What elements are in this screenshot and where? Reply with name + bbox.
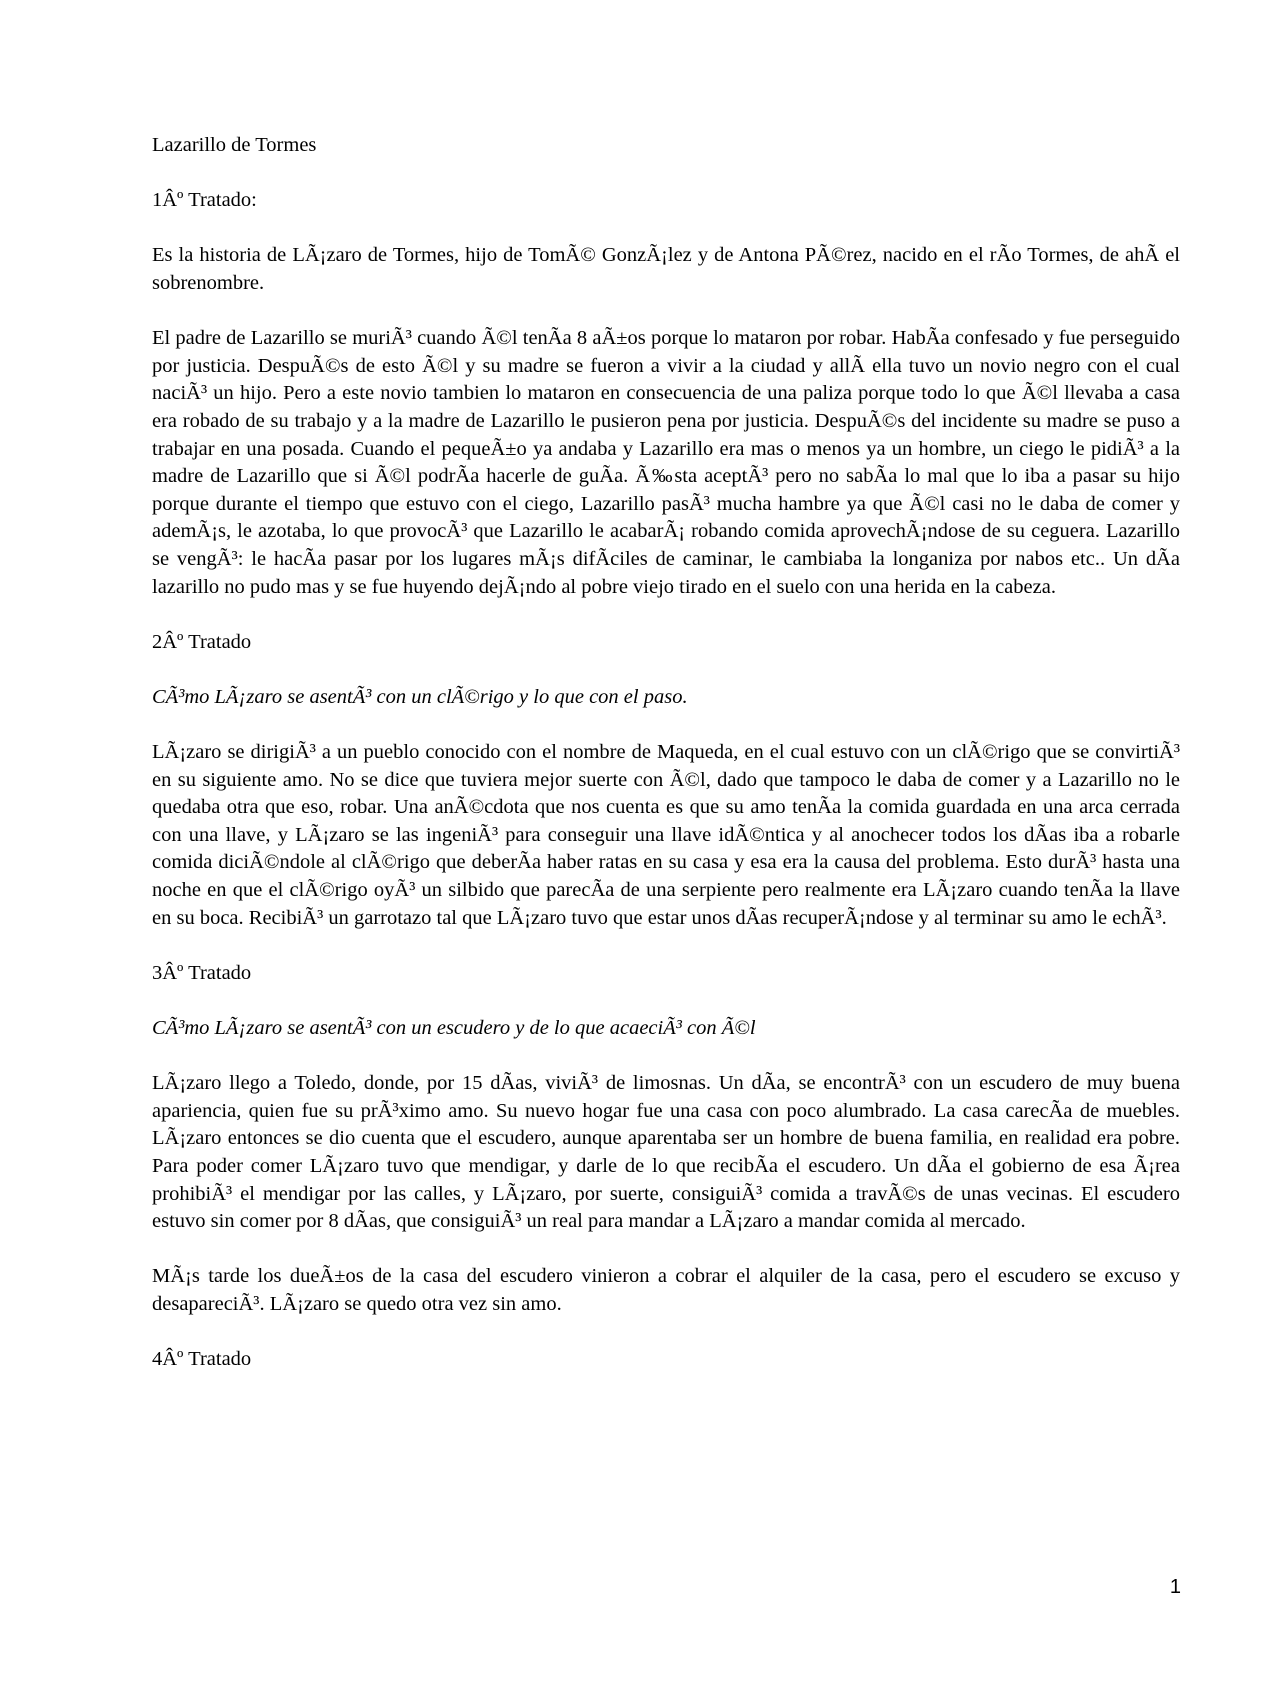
section-heading-4: 4Âº Tratado: [152, 1348, 252, 1371]
document-page: [152, 132, 1180, 1401]
page-number: 1: [1169, 1576, 1181, 1598]
section-heading-3: 3Âº Tratado: [152, 961, 252, 984]
section-subtitle-3: CÃ³mo LÃ¡zaro se asentÃ³ con un escudero y de lo que acaeciÃ³ con Ã©l: [152, 1017, 756, 1039]
paragraph: LÃ¡zaro se dirigiÃ³ a un pueblo conocido con el nombre de Maqueda, en el cual estuvo con un clÃ©rigo que se convirtiÃ³ en su siguiente amo. No se dice que tuviera mejor suerte con Ã©l, dado que tampoco le daba de comer y a Lazarillo no le quedaba otra que eso, robar. Una anÃ©cdota que nos cuenta es que su amo tenÃa la comida guardada en una arca cerrada con una llave, y LÃ¡zaro se las ingeniÃ³ para conseguir una llave idÃ©ntica y al anochecer todos los dÃas iba a robarle comida diciÃ©ndole al clÃ©rigo que deberÃa haber ratas en su casa y esa era la causa del problema. Esto durÃ³ hasta una noche en que el clÃ©rigo oyÃ³ un silbido que parecÃa de una serpiente pero realmente era LÃ¡zaro cuando tenÃa la llave en su boca. RecibiÃ³ un garrotazo tal que LÃ¡zaro tuvo que estar unos dÃas recuperÃ¡ndose y al terminar su amo le echÃ³.: [152, 741, 1180, 929]
paragraph: Es la historia de LÃ¡zaro de Tormes, hijo de TomÃ© GonzÃ¡lez y de Antona PÃ©rez, nacido en el rÃo Tormes, de ahÃ el sobrenombre.: [152, 244, 1180, 294]
section-heading-1: 1Âº Tratado:: [152, 189, 257, 212]
section-heading-2: 2Âº Tratado: [152, 630, 252, 653]
section-subtitle-2: CÃ³mo LÃ¡zaro se asentÃ³ con un clÃ©rigo y lo que con el paso.: [152, 685, 688, 708]
paragraph: LÃ¡zaro llego a Toledo, donde, por 15 dÃas, viviÃ³ de limosnas. Un dÃa, se encontrÃ³ con un escudero de muy buena apariencia, quien fue su prÃ³ximo amo. Su nuevo hogar fue una casa con poco alumbrado. La casa carecÃa de muebles. LÃ¡zaro entonces se dio cuenta que el escudero, aunque aparentaba ser un hombre de buena familia, en realidad era pobre. Para poder comer LÃ¡zaro tuvo que mendigar, y darle de lo que recibÃa el escudero. Un dÃa el gobierno de esa Ã¡rea prohibiÃ³ el mendigar por las calles, y LÃ¡zaro, por suerte, consiguiÃ³ comida a travÃ©s de unas vecinas. El escudero estuvo sin comer por 8 dÃas, que consiguiÃ³ un real para mandar a LÃ¡zaro a mandar comida al mercado.: [152, 1072, 1180, 1233]
paragraph: MÃ¡s tarde los dueÃ±os de la casa del escudero vinieron a cobrar el alquiler de la casa, pero el escudero se excuso y desapareciÃ³. LÃ¡zaro se quedo otra vez sin amo.: [152, 1265, 1180, 1315]
paragraph: El padre de Lazarillo se muriÃ³ cuando Ã©l tenÃa 8 aÃ±os porque lo mataron por robar. HabÃa confesado y fue perseguido por justicia. DespuÃ©s de esto Ã©l y su madre se fueron a vivir a la ciudad y allÃ ella tuvo un novio negro con el cual naciÃ³ un hijo. Pero a este novio tambien lo mataron en consecuencia de una paliza porque todo lo que Ã©l llevaba a casa era robado de su trabajo y a la madre de Lazarillo le pusieron pena por justicia. DespuÃ©s del incidente su madre se puso a trabajar en una posada. Cuando el pequeÃ±o ya andaba y Lazarillo era mas o menos ya un hombre, un ciego le pidiÃ³ a la madre de Lazarillo que si Ã©l podrÃa hacerle de guÃa. Ã‰sta aceptÃ³ pero no sabÃa lo mal que lo iba a pasar su hijo porque durante el tiempo que estuvo con el ciego, Lazarillo pasÃ³ mucha hambre ya que Ã©l casi no le daba de comer y ademÃ¡s, le azotaba, lo que provocÃ³ que Lazarillo le acabarÃ¡ robando comida aprovechÃ¡ndose de su ceguera. Lazarillo se vengÃ³: le hacÃa pasar por los lugares mÃ¡s difÃciles de caminar, le cambiaba la longaniza por nabos etc.. Un dÃa lazarillo no pudo mas y se fue huyendo dejÃ¡ndo al pobre viejo tirado en el suelo con una herida en la cabeza.: [152, 327, 1180, 598]
document-title: Lazarillo de Tormes: [152, 134, 317, 156]
